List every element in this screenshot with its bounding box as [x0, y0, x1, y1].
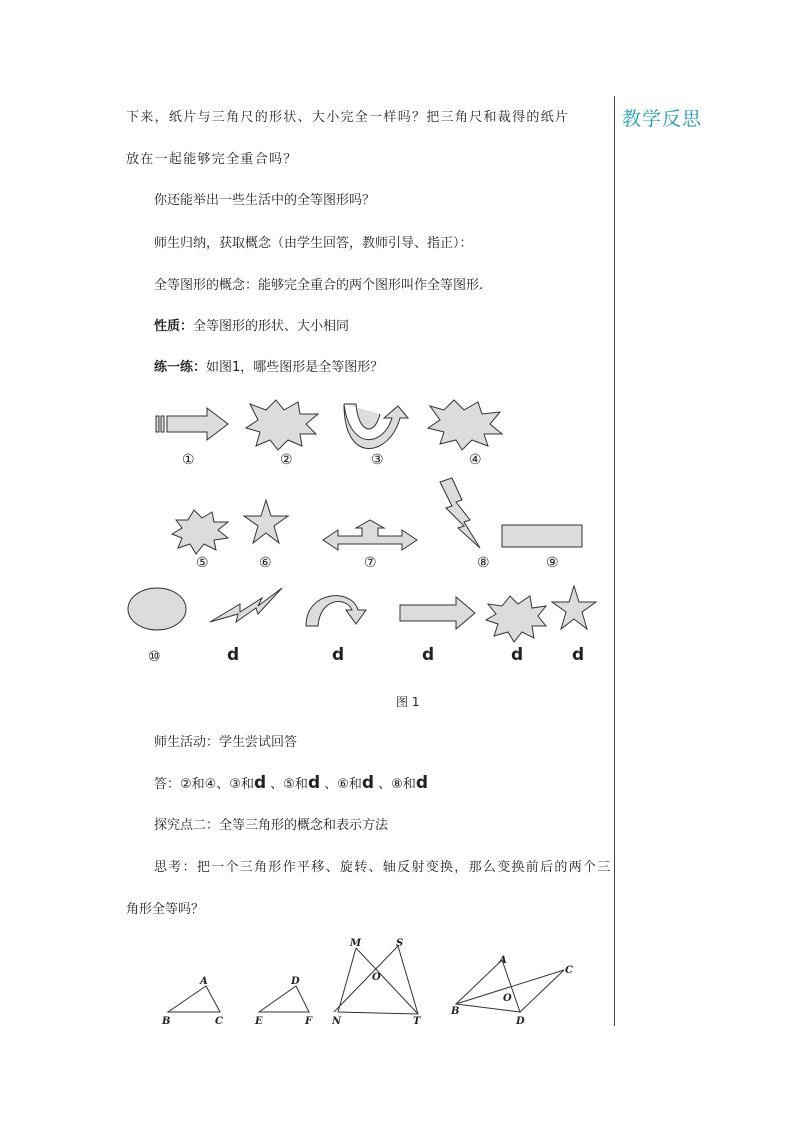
shape-label: ① [182, 452, 195, 468]
answer-text: 、⑧和 [378, 777, 416, 792]
shape-label: ③ [371, 452, 384, 468]
property-label: 性质： [154, 319, 194, 334]
vertex-label: T [413, 1016, 421, 1027]
vertex-label: O [503, 993, 512, 1004]
vertex-label: A [499, 955, 507, 966]
shape-label: ⑦ [364, 555, 377, 571]
vertex-label: B [451, 1006, 460, 1017]
vertex-label: E [255, 1016, 263, 1027]
vertex-label: B [162, 1016, 171, 1027]
definition-line: 全等图形的概念：能够完全重合的两个图形叫作全等图形. [154, 278, 484, 293]
vertex-label: M [350, 938, 362, 949]
paragraph-line: 角形全等吗？ [126, 902, 205, 917]
vertex-label: D [516, 1016, 525, 1027]
section-heading: 探究点二：全等三角形的概念和表示方法 [154, 818, 389, 833]
vertex-label: O [372, 972, 381, 983]
paragraph-line: 思考：把一个三角形作平移、旋转、轴反射变换，那么变换前后的两个三 [154, 860, 612, 875]
vertex-label: N [332, 1016, 342, 1027]
segment-cd [520, 970, 564, 1012]
broken-label: d [415, 773, 429, 793]
vertex-label: C [215, 1016, 223, 1027]
broken-label: d [332, 645, 345, 665]
shape-label: ② [280, 452, 293, 468]
vertex-label: A [200, 976, 208, 987]
broken-label: d [511, 645, 524, 665]
paragraph-line: 下来，纸片与三角尺的形状、大小完全一样吗？把三角尺和裁得的纸片 [126, 110, 570, 125]
answer-text: 答：②和④、③和 [154, 777, 254, 792]
shape-label: ④ [469, 452, 482, 468]
broken-label: d [307, 773, 321, 793]
paragraph-line: 放在一起能够完全重合吗？ [126, 152, 298, 167]
paragraph-line: 师生归纳，获取概念（由学生回答，教师引导、指正）： [154, 236, 473, 251]
triangle-abc [168, 986, 220, 1012]
exercise-text: 如图1，哪些图形是全等图形？ [206, 360, 384, 375]
shape-label: ⑩ [148, 649, 161, 665]
shape-label: ⑧ [477, 555, 490, 571]
broken-label: d [572, 645, 585, 665]
broken-label: d [253, 773, 267, 793]
vertex-label: S [396, 938, 404, 949]
paragraph-line: 你还能举出一些生活中的全等图形吗？ [154, 193, 376, 208]
side-column-title: 教学反思 [622, 108, 703, 130]
answer-text: 、⑤和 [270, 777, 308, 792]
broken-label: d [422, 645, 435, 665]
vertex-label: F [305, 1016, 313, 1027]
figure-caption: 图 1 [396, 695, 420, 709]
answer-text: 、⑥和 [324, 777, 362, 792]
exercise-label: 练一练： [154, 360, 207, 375]
shape-label: ⑥ [259, 555, 272, 571]
property-text: 全等图形的形状、大小相同 [193, 319, 350, 334]
paragraph-line: 师生活动：学生尝试回答 [154, 735, 298, 750]
vertex-label: C [565, 965, 573, 976]
vertex-label: D [291, 976, 300, 987]
broken-label: d [361, 773, 375, 793]
triangle-def [259, 986, 309, 1012]
shape-label: ⑤ [196, 555, 209, 571]
broken-label: d [227, 645, 240, 665]
shape-label: ⑨ [546, 555, 559, 571]
